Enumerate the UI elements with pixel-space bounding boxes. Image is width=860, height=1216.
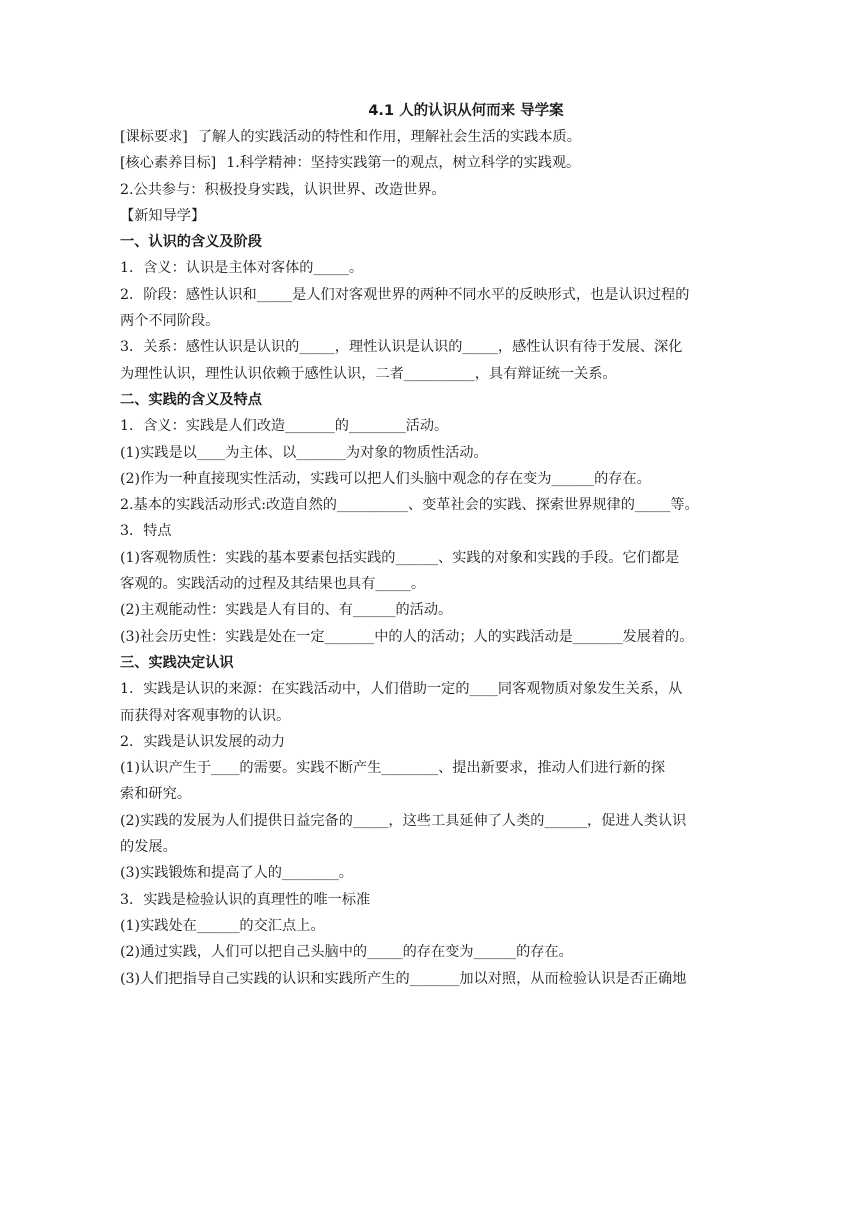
new-knowledge-heading: 【新知导学】 <box>120 207 206 224</box>
section-3-item-1-cont: 而获得对客观事物的认识。 <box>120 707 291 724</box>
section-3-item-3-3: (3)人们把指导自己实践的认识和实践所产生的_______加以对照，从而检验认识是否正确地 <box>120 970 687 987</box>
section-1-heading: 一、认识的含义及阶段 <box>120 234 262 251</box>
section-1-item-2-cont: 两个不同阶段。 <box>120 313 220 330</box>
document-body <box>120 98 734 992</box>
section-1-item-2: 2．阶段：感性认识和_____是人们对客观世界的两种不同水平的反映形式，也是认识过程的 <box>120 286 690 303</box>
section-2-heading: 二、实践的含义及特点 <box>120 391 262 408</box>
section-3-item-2: 2．实践是认识发展的动力 <box>120 733 286 750</box>
section-1-item-1: 1．含义：认识是主体对客体的_____。 <box>120 260 364 277</box>
document-title: 4.1 人的认识从何而来 导学案 <box>368 103 564 119</box>
section-3-item-2-1-cont: 索和研究。 <box>120 786 191 803</box>
section-2-item-3-1: (1)客观物质性：实践的基本要素包括实践的______、实践的对象和实践的手段。它们都是 <box>120 549 680 566</box>
section-2-item-2: 2.基本的实践活动形式:改造自然的__________、变革社会的实践、探索世界规律的_____等。 <box>120 497 699 514</box>
section-2-item-3-1-cont: 客观的。实践活动的过程及其结果也具有_____。 <box>120 576 426 593</box>
section-2-item-3-2: (2)主观能动性：实践是人有目的、有______的活动。 <box>120 602 453 619</box>
section-3-item-2-2: (2)实践的发展为人们提供日益完备的_____，这些工具延伸了人类的______，促进人类认识 <box>120 812 687 829</box>
section-2-item-3-3: (3)社会历史性：实践是处在一定_______中的人的活动；人的实践活动是_______发展着的。 <box>120 628 694 645</box>
section-3-item-2-2-cont: 的发展。 <box>120 839 177 856</box>
curriculum-requirement-text: 了解人的实践活动的特性和作用，理解社会生活的实践本质。 <box>197 129 581 145</box>
section-2-item-1-2: (2)作为一种直接现实性活动，实践可以把人们头脑中观念的存在变为______的存在。 <box>120 470 651 487</box>
section-2-item-1: 1．含义：实践是人们改造_______的________活动。 <box>120 418 449 435</box>
section-3-item-2-1: (1)认识产生于____的需要。实践不断产生________、提出新要求，推动人们进行新的探 <box>120 760 666 777</box>
section-3-heading: 三、实践决定认识 <box>120 654 234 671</box>
core-literacy-text: 1.科学精神：坚持实践第一的观点，树立科学的实践观。 <box>226 155 581 172</box>
core-literacy-goal <box>120 150 734 176</box>
section-3-item-1: 1．实践是认识的来源：在实践活动中，人们借助一定的____同客观物质对象发生关系，从 <box>120 681 683 698</box>
section-2-item-3: 3．特点 <box>120 523 172 540</box>
section-1-item-3: 3．关系：感性认识是认识的_____，理性认识是认识的_____，感性认识有待于发展、深化 <box>120 339 683 356</box>
section-3-item-2-3: (3)实践锻炼和提高了人的________。 <box>120 865 353 882</box>
section-1-item-3-cont: 为理性认识，理性认识依赖于感性认识，二者__________，具有辩证统一关系。 <box>120 365 617 382</box>
core-literacy-line-2: 2.公共参与：积极投身实践，认识世界、改造世界。 <box>120 181 446 198</box>
section-2-item-1-1: (1)实践是以____为主体、以_______为对象的物质性活动。 <box>120 444 488 461</box>
curriculum-requirement-tag: [课标要求] <box>120 129 188 145</box>
core-literacy-tag: [核心素养目标] <box>120 155 217 172</box>
curriculum-requirement <box>120 124 734 150</box>
section-3-item-3: 3．实践是检验认识的真理性的唯一标准 <box>120 891 371 908</box>
section-3-item-3-1: (1)实践处在______的交汇点上。 <box>120 917 325 934</box>
section-3-item-3-2: (2)通过实践，人们可以把自己头脑中的_____的存在变为______的存在。 <box>120 944 573 961</box>
